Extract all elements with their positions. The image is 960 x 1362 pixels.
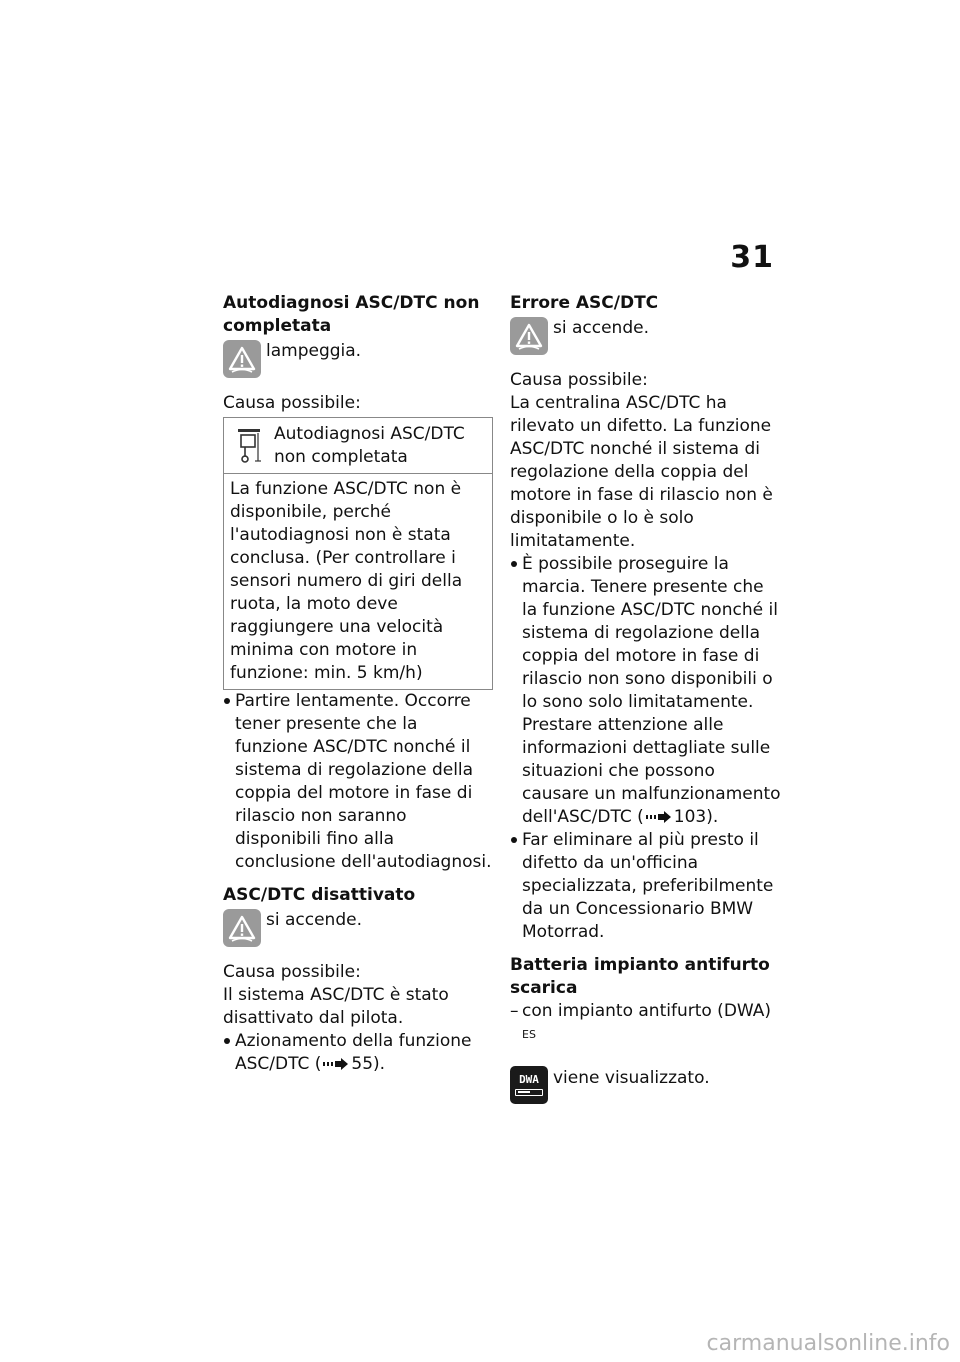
cause-text: La centralina ASC/DTC ha rilevato un difetto. La funzione ASC/DTC nonché il sistema di regolazione della coppia del motore in fase di rilascio non è disponibile o lo è solo limitatamente. [510, 393, 773, 551]
section-title-batteria-antifurto: Batteria impianto antifurto scarica [510, 955, 770, 998]
warning-indicator-row [223, 339, 493, 378]
dash-list [510, 1000, 782, 1052]
info-box-body: La funzione ASC/DTC non è disponibile, perché l'autodiagnosi non è stata conclusa. (Per controllare i sensori numero di giri della ruota, la moto deve raggiungere una velocità minima con motore in funzione: min. 5 km/h) [230, 479, 463, 683]
left-column [223, 292, 493, 1076]
cause-label: Causa possibile: [510, 370, 648, 390]
cause-text: Il sistema ASC/DTC è stato disattivato dal pilota. [223, 985, 449, 1028]
page-reference[interactable]: 103). [673, 807, 719, 827]
page-reference-arrow-icon [646, 811, 672, 823]
bullet-list [510, 553, 782, 944]
right-column [510, 292, 782, 1104]
list-item: Partire lentamente. Occorre tener presente che la funzione ASC/DTC nonché il sistema di regolazione della coppia del motore in fase di rilascio non saranno disponibili fino alla conclusione dell'autodiagnosi. [223, 690, 493, 874]
page-reference-arrow-icon [323, 1058, 349, 1070]
cause-label: Causa possibile: [223, 393, 361, 413]
list-item-text: con impianto antifurto (DWA) [522, 1001, 772, 1021]
list-item-text: È possibile proseguire la marcia. Tenere presente che la funzione ASC/DTC nonché il sistema di regolazione della coppia del motore in fase di rilascio non sono disponibili o lo sono solo limitatamente. Prestare attenzione alle informazioni dettagliate sulle situazioni che possono causare un malfunzionamento dell'ASC/DTC ( [522, 554, 781, 827]
list-item: Far eliminare al più presto il difetto da un'officina specializzata, preferibilmente da un Concessionario BMW Motorrad. [510, 829, 782, 944]
warning-indicator-row [223, 908, 493, 947]
list-item [223, 1030, 493, 1076]
country-code: ES [522, 1028, 536, 1041]
indicator-status-text: lampeggia. [266, 341, 362, 361]
asc-dtc-warning-icon [223, 340, 261, 378]
section-title-asc-dtc-disattivato: ASC/DTC disattivato [223, 885, 416, 905]
bullet-list [223, 690, 493, 874]
list-item [510, 553, 782, 829]
footer-watermark: carmanualsonline.info [706, 1331, 950, 1356]
indicator-status-text: si accende. [553, 318, 649, 338]
page-number: 31 [730, 240, 774, 275]
asc-dtc-warning-icon [223, 909, 261, 947]
indicator-status-text: si accende. [266, 910, 362, 930]
dwa-battery-icon [510, 1066, 548, 1104]
section-title-autodiagnosi: Autodiagnosi ASC/DTC non completata [223, 293, 480, 336]
info-box-header [224, 418, 492, 474]
asc-dtc-warning-icon [510, 317, 548, 355]
list-item-text: Azionamento della funzione ASC/DTC ( [235, 1031, 472, 1074]
info-box-title: Autodiagnosi ASC/DTC non completata [274, 424, 465, 467]
page-reference[interactable]: 55). [351, 1054, 386, 1074]
dwa-indicator-row [510, 1066, 782, 1104]
warning-indicator-row [510, 316, 782, 355]
list-item [510, 1000, 782, 1052]
section-title-errore-asc-dtc: Errore ASC/DTC [510, 293, 659, 313]
bullet-list [223, 1030, 493, 1076]
battery-bar-icon [515, 1089, 543, 1096]
info-box [223, 417, 493, 690]
indicator-status-text: viene visualizzato. [553, 1067, 710, 1088]
display-message-icon [230, 423, 268, 469]
cause-label: Causa possibile: [223, 962, 361, 982]
dwa-icon-label: DWA [519, 1073, 539, 1087]
